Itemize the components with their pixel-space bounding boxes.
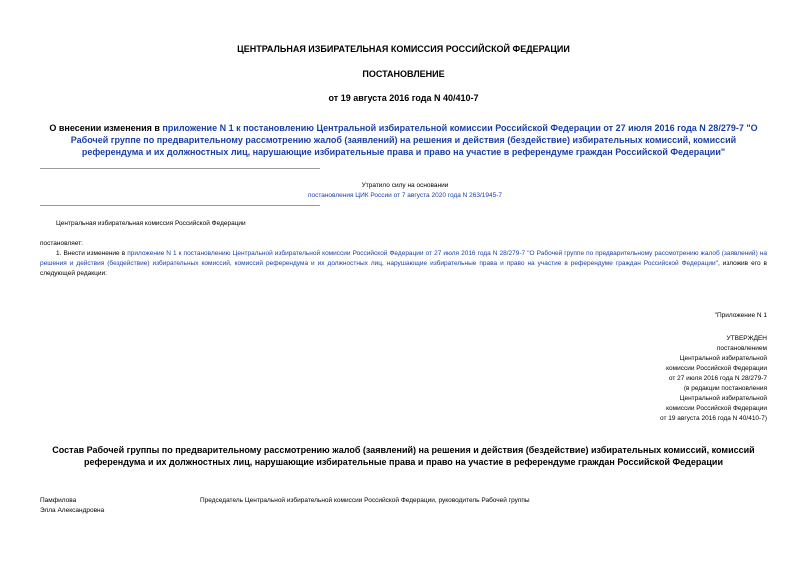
doc-date-number: от 19 августа 2016 года N 40/410-7: [328, 93, 479, 103]
member-name: [40, 496, 190, 516]
composition-title: Состав Рабочей группы по предварительному рассмотрению жалоб (заявлений) на решения и действия (бездействие) избирательных комиссий, комиссий референдума и их должностных лиц, нарушающие избирательные права и право на участие в референдуме граждан Российской Федерации: [52, 445, 755, 467]
member-given: Элла Александровна: [40, 507, 105, 514]
appendix-approved: УТВЕРЖДЕН: [726, 335, 767, 342]
preamble: Центральная избирательная комиссия Российской Федерации: [56, 220, 246, 227]
item-1-prefix: 1. Внести изменение в: [56, 250, 128, 257]
org-header: ЦЕНТРАЛЬНАЯ ИЗБИРАТЕЛЬНАЯ КОМИССИЯ РОССИЙСКОЙ ФЕДЕРАЦИИ: [237, 44, 570, 54]
lost-force-text: Утратило силу на основании: [361, 182, 449, 189]
appendix-details: [560, 344, 767, 424]
item-1: [40, 249, 767, 279]
member-surname: Памфилова: [40, 497, 77, 504]
item-1-suffix: , изложив его в следующей редакции:: [40, 260, 767, 277]
item-1-link[interactable]: приложение N 1 к постановлению Центральной избирательной комиссии Российской Федерации от 27 июля 2016 года N 28/279-7 "О Рабочей группе по предварительному рассмотрению жалоб (заявлений) на решения и действия (бездействие) избирательных комиссий, комиссий референдума и их должностных лиц, нарушающие избирательные права и право на участие в референдуме граждан Российской Федерации": [40, 250, 767, 267]
appendix-line: Центральной избирательной: [679, 355, 767, 362]
appendix-line: от 27 июля 2016 года N 28/279-7: [668, 375, 767, 382]
appendix-line: от 19 августа 2016 года N 40/410-7): [660, 415, 767, 422]
appendix-label: "Приложение N 1: [714, 312, 767, 319]
divider-top: [40, 168, 320, 169]
appendix-line: комиссии Российской Федерации: [666, 405, 767, 412]
doc-title-prefix: О внесении изменения в: [49, 123, 163, 133]
appendix-line: комиссии Российской Федерации: [666, 365, 767, 372]
doc-type: ПОСТАНОВЛЕНИЕ: [362, 69, 445, 79]
member-role: Председатель Центральной избирательной комиссии Российской Федерации, руководитель Рабочей группы: [200, 497, 530, 504]
appendix-line: постановлением: [716, 345, 767, 352]
doc-title-link[interactable]: приложение N 1 к постановлению Центральной избирательной комиссии Российской Федерации от 27 июля 2016 года N 28/279-7 "О Рабочей группе по предварительному рассмотрению жалоб (заявлений) на решения и действия (бездействие) избирательных комиссий, комиссий референдума и их должностных лиц, нарушающие избирательные права и право на участие в референдуме граждан Российской Федерации": [70, 123, 758, 157]
divider-bottom: [40, 205, 320, 206]
lost-force-link[interactable]: постановления ЦИК России от 7 августа 2020 года N 263/1945-7: [307, 192, 503, 199]
doc-title: [40, 122, 767, 158]
appendix-line: (в редакции постановления: [683, 385, 767, 392]
appendix-line: Центральной избирательной: [679, 395, 767, 402]
decides: постановляет:: [40, 240, 83, 247]
